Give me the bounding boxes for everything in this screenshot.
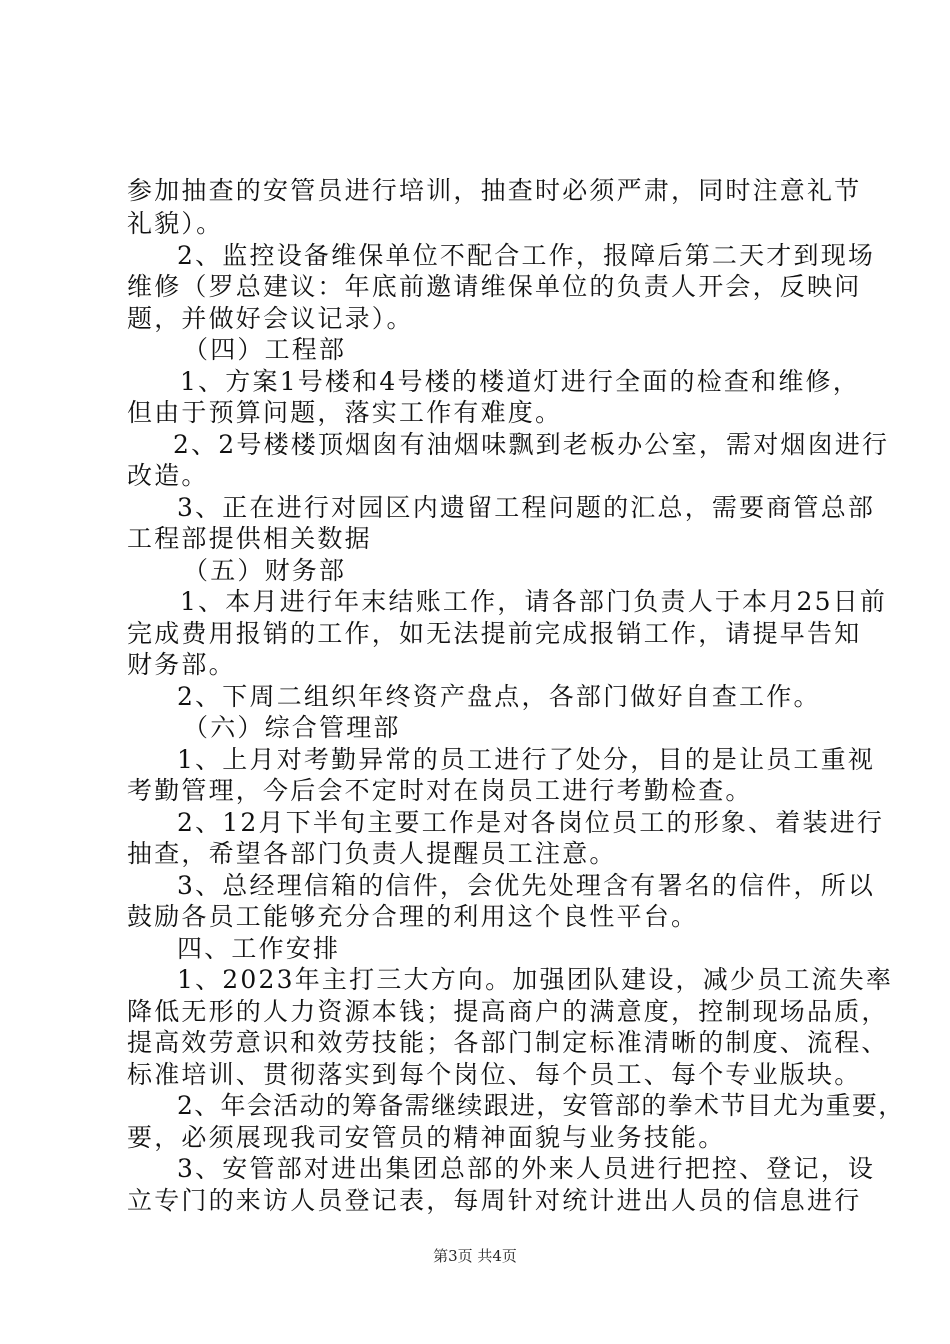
page-footer: 第3页 共4页	[433, 1247, 517, 1265]
text-line: 但由于预算问题，落实工作有难度。	[127, 398, 563, 427]
text-line: 2、2号楼楼顶烟囱有油烟味飘到老板办公室，需对烟囱进行	[173, 430, 890, 459]
text-line: 改造。	[127, 461, 209, 490]
text-line: 2、监控设备维保单位不配合工作，报障后第二天才到现场	[177, 241, 876, 270]
text-line: 考勤管理，今后会不定时对在岗员工进行考勤检查。	[127, 776, 753, 805]
text-line: 1、上月对考勤异常的员工进行了处分，目的是让员工重视	[177, 745, 876, 774]
section-heading: （六）综合管理部	[183, 713, 401, 742]
section-heading: （五）财务部	[183, 556, 347, 585]
text-line: 维修（罗总建议：年底前邀请维保单位的负责人开会，反映问	[127, 272, 862, 301]
text-line: 2、年会活动的筹备需继续跟进，安管部的拳术节目尤为重要，	[177, 1091, 905, 1120]
text-line: 鼓励各员工能够充分合理的利用这个良性平台。	[127, 902, 699, 931]
text-line: 要，必须展现我司安管员的精神面貌与业务技能。	[127, 1123, 726, 1152]
text-line: 2、下周二组织年终资产盘点，各部门做好自查工作。	[177, 682, 821, 711]
text-line: 1、方案1号楼和4号楼的楼道灯进行全面的检查和维修，	[180, 367, 860, 396]
text-line: 参加抽查的安管员进行培训，抽查时必须严肃，同时注意礼节	[127, 176, 862, 205]
text-line: 题，并做好会议记录）。	[127, 304, 414, 333]
text-line: 提高效劳意识和效劳技能；各部门制定标准清晰的制度、流程、	[127, 1028, 889, 1057]
text-line: 立专门的来访人员登记表，每周针对统计进出人员的信息进行	[127, 1186, 862, 1215]
text-line: 标准培训、贯彻落实到每个岗位、每个员工、每个专业版块。	[127, 1060, 862, 1089]
text-line: 降低无形的人力资源本钱；提高商户的满意度，控制现场品质，	[127, 997, 889, 1026]
section-heading: 四、工作安排	[177, 934, 341, 963]
text-line: 1、2023年主打三大方向。加强团队建设，减少员工流失率	[177, 965, 894, 994]
text-line: 工程部提供相关数据	[127, 524, 372, 553]
text-line: 财务部。	[127, 650, 236, 679]
text-line: 3、安管部对进出集团总部的外来人员进行把控、登记，设	[177, 1154, 876, 1183]
text-line: 3、正在进行对园区内遗留工程问题的汇总，需要商管总部	[177, 493, 876, 522]
text-line: 礼貌）。	[127, 209, 224, 238]
text-line: 2、12月下半旬主要工作是对各岗位员工的形象、着装进行	[177, 808, 885, 837]
text-line: 抽查，希望各部门负责人提醒员工注意。	[127, 839, 617, 868]
text-line: 3、总经理信箱的信件，会优先处理含有署名的信件，所以	[177, 871, 876, 900]
section-heading: （四）工程部	[183, 335, 347, 364]
text-line: 完成费用报销的工作，如无法提前完成报销工作，请提早告知	[127, 619, 862, 648]
text-line: 1、本月进行年末结账工作，请各部门负责人于本月25日前	[180, 587, 888, 616]
